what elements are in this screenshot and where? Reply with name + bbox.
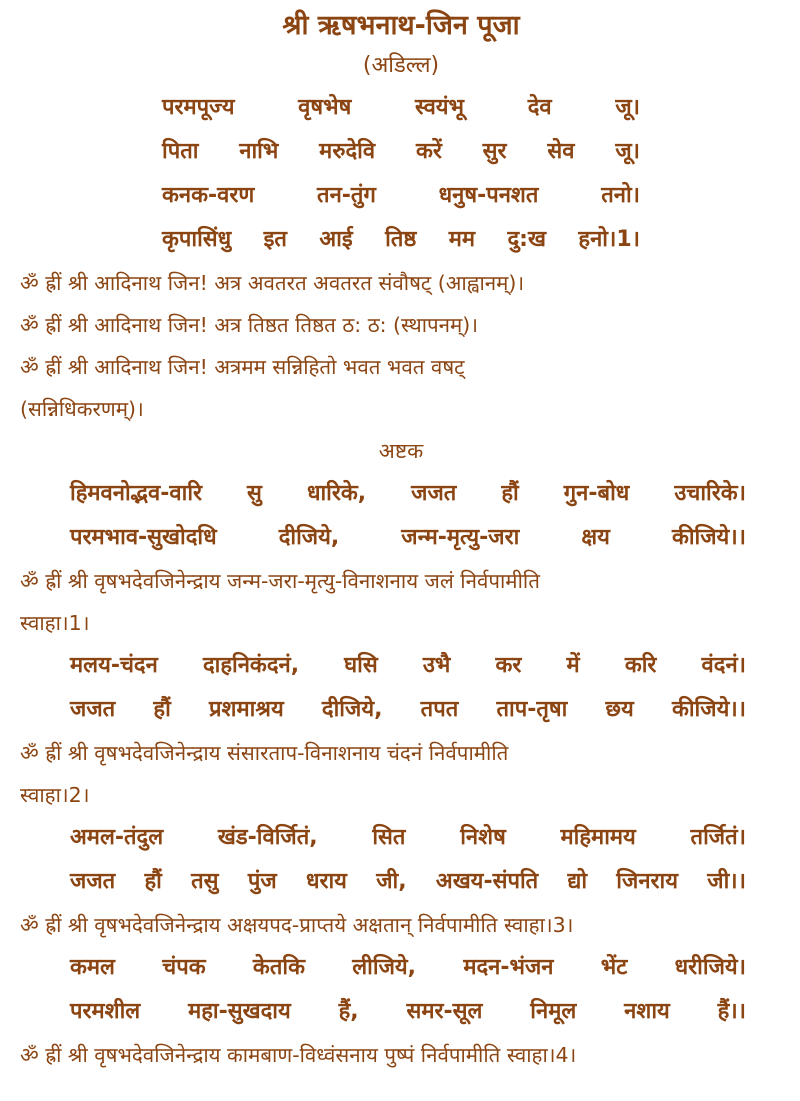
offering-verse-3 xyxy=(70,816,746,904)
intro-verse-line-4: कृपासिंधु इत आई तिष्ठ मम दु:ख हनो।1। xyxy=(162,227,640,252)
intro-verse-line-2: पिता नाभि मरुदेवि करें सुर सेव जू। xyxy=(162,139,640,164)
sannidhikaran-mantra xyxy=(20,346,782,430)
intro-verse xyxy=(162,86,640,262)
offering-1-verse-line-2: परमभाव-सुखोदधि दीजिये, जन्म-मृत्यु-जरा क्षय कीजिये।। xyxy=(70,525,746,550)
sthapan-mantra: ॐ ह्रीं श्री आदिनाथ जिन! अत्र तिष्ठत तिष्ठत ठ: ठ: (स्थापनम्)। xyxy=(20,313,479,337)
section-heading-ashtak: अष्टक xyxy=(378,439,424,463)
offering-verse-1 xyxy=(70,472,746,560)
offering-2-verse-line-1: मलय-चंदन दाहनिकंदनं, घसि उभै कर में करि वंदनं। xyxy=(70,653,746,678)
offering-1-mantra-line-2: स्वाहा।1। xyxy=(20,611,90,635)
offering-2-mantra-line-2: स्वाहा।2। xyxy=(20,783,90,807)
offering-1-mantra-line-1: ॐ ह्रीं श्री वृषभदेवजिनेन्द्राय जन्म-जरा-मृत्यु-विनाशनाय जलं निर्वपामीति xyxy=(20,569,540,593)
offering-mantra-3: ॐ ह्रीं श्री वृषभदेवजिनेन्द्राय अक्षयपद-प्राप्तये अक्षतान् निर्वपामीति स्वाहा।3। xyxy=(20,913,574,937)
sannidhikaran-mantra-line-1: ॐ ह्रीं श्री आदिनाथ जिन! अत्रमम सन्निहितो भवत भवत वषट् xyxy=(20,355,465,379)
offering-mantra-4: ॐ ह्रीं श्री वृषभदेवजिनेन्द्राय कामबाण-विध्वंसनाय पुष्पं निर्वपामीति स्वाहा।4। xyxy=(20,1043,577,1067)
page-title: श्री ऋषभनाथ-जिन पूजा xyxy=(282,10,520,41)
offering-2-mantra-line-1: ॐ ह्रीं श्री वृषभदेवजिनेन्द्राय संसारताप-विनाशनाय चंदनं निर्वपामीति xyxy=(20,741,509,765)
offering-3-verse-line-2: जजत हौं तसु पुंज धराय जी, अखय-संपति द्यो जिनराय जी।। xyxy=(70,869,746,894)
intro-verse-line-1: परमपूज्य वृषभेष स्वयंभू देव जू। xyxy=(162,95,640,120)
offering-verse-4 xyxy=(70,946,746,1034)
offering-1-verse-line-1: हिमवनोद्भव-वारि सु धारिके, जजत हौं गुन-बोध उचारिके। xyxy=(70,481,746,506)
offering-3-verse-line-1: अमल-तंदुल खंड-विर्जितं, सित निशेष महिमामय तर्जितं। xyxy=(70,825,746,850)
ahvanan-mantra: ॐ ह्रीं श्री आदिनाथ जिन! अत्र अवतरत अवतरत संवौषट् (आह्वानम्)। xyxy=(20,271,525,295)
offering-mantra-2 xyxy=(20,732,782,816)
sannidhikaran-mantra-line-2: (सन्निधिकरणम्)। xyxy=(20,397,144,421)
offering-mantra-1 xyxy=(20,560,782,644)
offering-2-verse-line-2: जजत हौं प्रशमाश्रय दीजिये, तपत ताप-तृषा छय कीजिये।। xyxy=(70,697,746,722)
meter-label: (अडिल्ल) xyxy=(362,53,440,78)
offering-verse-2 xyxy=(70,644,746,732)
offering-4-verse-line-1: कमल चंपक केतकि लीजिये, मदन-भंजन भेंट धरीजिये। xyxy=(70,955,746,980)
offering-4-verse-line-2: परमशील महा-सुखदाय हैं, समर-सूल निमूल नशाय हैं।। xyxy=(70,999,746,1024)
intro-verse-line-3: कनक-वरण तन-तुंग धनुष-पनशत तनो। xyxy=(162,183,640,208)
